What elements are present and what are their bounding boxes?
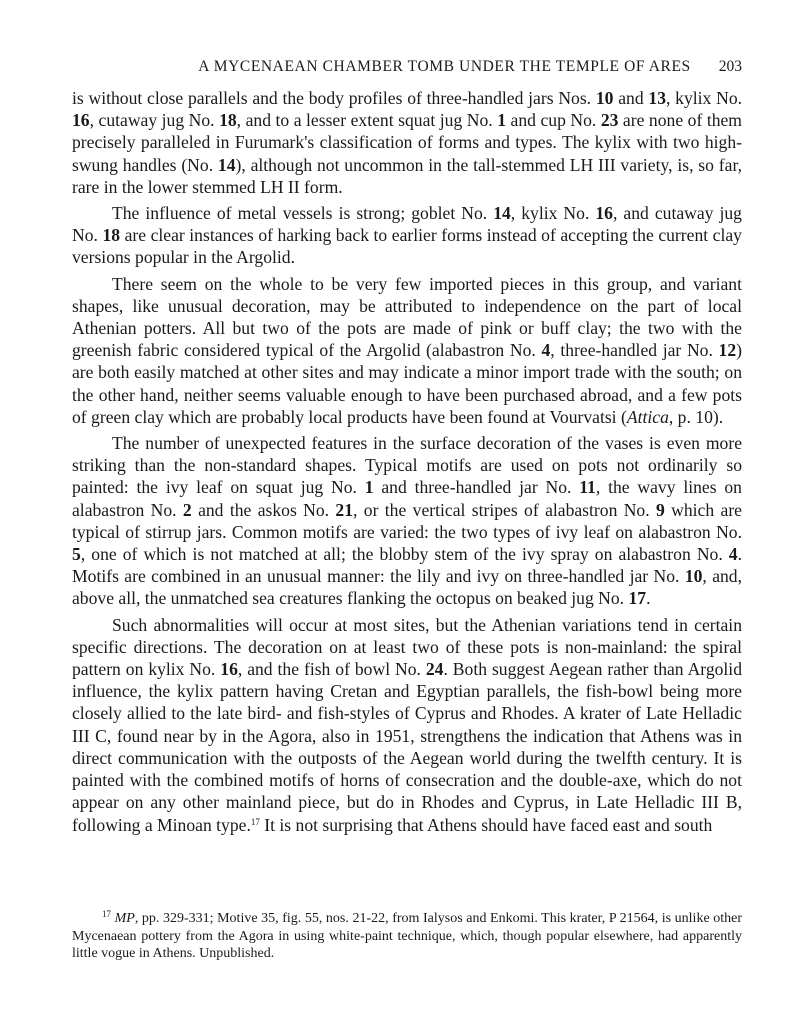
running-head — [72, 58, 742, 76]
page-number: 203 — [718, 58, 742, 75]
paragraph: The influence of metal vessels is strong; goblet No. 14, kylix No. 16, and cutaway jug No. 18 are clear instances of harking back to earlier forms instead of accepting the current clay versions popular in the Argolid. — [72, 203, 742, 268]
footnote-ref: 17 — [102, 909, 111, 919]
paragraph: Such abnormalities will occur at most sites, but the Athenian variations tend in certain specific directions. The decoration on at least two of these pots is non-mainland: the spiral pattern on kylix No. 16, and the fish of bowl No. 24. Both suggest Aegean rather than Argolid influence, the kylix pattern having Cretan and Egyptian parallels, the fish-bowl being more closely allied to the late bird- and fish-styles of Cyprus and Rhodes. A krater of Late Helladic III C, found near by in the Agora, also in 1951, strengthens the indication that Athens was in direct communication with the outposts of the Aegean world during the twelfth century. It is painted with the combined motifs of horns of consecration and the double-axe, which do not appear on any other mainland piece, but do in Rhodes and Cyprus, in Late Helladic III B, following a Minoan type.$^{17}$ It is not surprising that Athens should have faced east and south — [72, 614, 742, 835]
paragraph: The number of unexpected features in the surface decoration of the vases is even more striking than the non-standard shapes. Typical motifs are used on pots not ordinarily so painted: the ivy leaf on squat jug No. 1 and three-handled jar No. 11, the wavy lines on alabastron No. 2 and the askos No. 21, or the vertical stripes of alabastron No. 9 which are typical of stirrup jars. Common motifs are varied: the two types of ivy leaf on alabastron No. 5, one of which is not matched at all; the blobby stem of the ivy spray on alabastron No. 4. Motifs are combined in an unusual manner: the lily and ivy on three-handled jar No. 10, and, above all, the unmatched sea creatures flanking the octopus on beaked jug No. 17. — [72, 433, 742, 609]
paragraph: There seem on the whole to be very few imported pieces in this group, and variant shapes, like unusual decoration, may be attributed to independence on the part of local Athenian potters. All but two of the pots are made of pink or buff clay; the two with the greenish fabric considered typical of the Argolid (alabastron No. 4, three-handled jar No. 12) are both easily matched at other sites and may indicate a minor import trade with the south; on the other hand, neither seems valuable enough to have been purchased abroad, and a few pots of green clay which are probably local products have been found at Vourvatsi (Attica, p. 10). — [72, 273, 742, 427]
running-head-title: A MYCENAEAN CHAMBER TOMB UNDER THE TEMPLE OF ARES — [198, 58, 691, 75]
paragraph: is without close parallels and the body profiles of three-handled jars Nos. 10 and 13, kylix No. 16, cutaway jug No. 18, and to a lesser extent squat jug No. 1 and cup No. 23 are none of them precisely paralleled in Furumark's classification of forms and types. The kylix with two high-swung handles (No. 14), although not uncommon in the tall-stemmed LH III variety, is, so far, rare in the lower stemmed LH II form. — [72, 88, 743, 197]
footnote: $^{17}$ MP, pp. 329-331; Motive 35, fig. 55, nos. 21-22, from Ialysos and Enkomi. This krater, P 21564, is unlike other Mycenaean pottery from the Agora in using white-paint technique, which, though popular elsewhere, had apparently little vogue in Athens. Unpublished. — [72, 909, 742, 962]
page-body — [72, 58, 742, 840]
footnote-ref: 17 — [250, 816, 260, 827]
